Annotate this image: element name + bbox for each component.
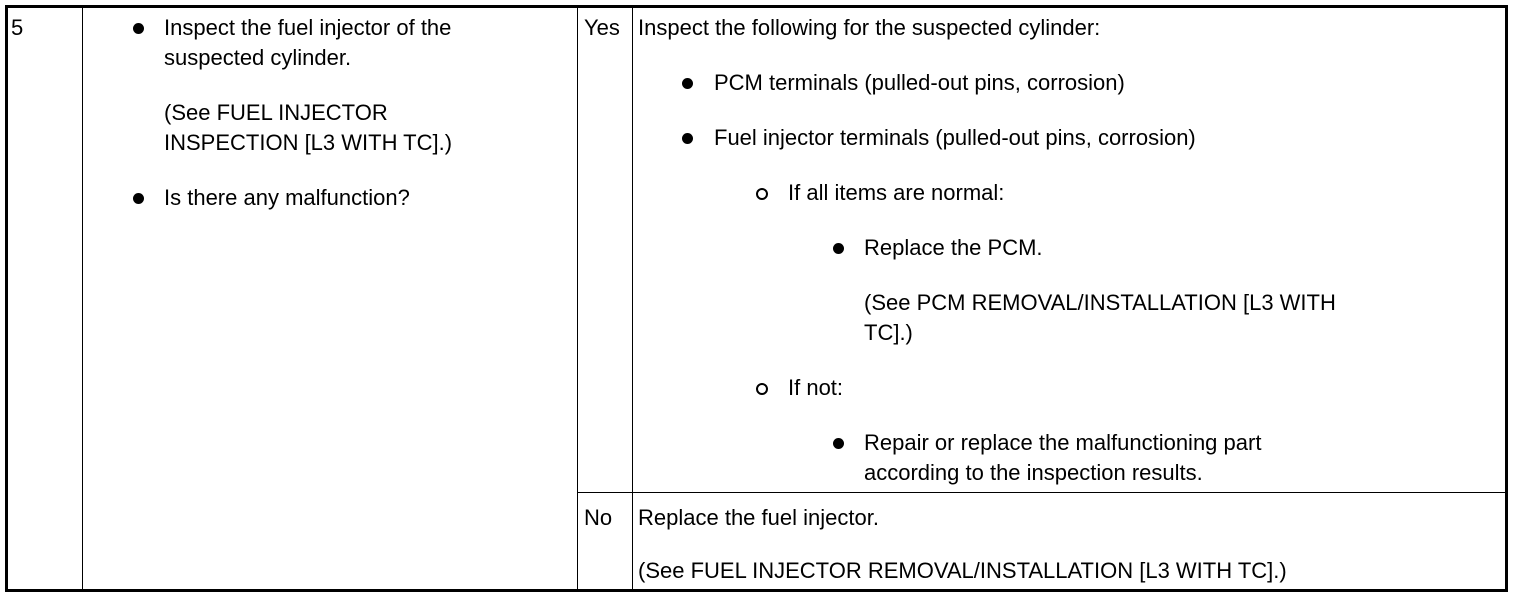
no-action: Replace the fuel injector.	[638, 505, 879, 530]
yes-not-bullet	[756, 383, 768, 395]
yes-check-bullet-1	[682, 78, 693, 89]
yes-normal-action: Replace the PCM.	[864, 235, 1043, 260]
yes-not-action-line-1: Repair or replace the malfunctioning part	[864, 430, 1262, 455]
procedure-reference-line-2: INSPECTION [L3 WITH TC].)	[164, 130, 453, 155]
procedure-bullet-2	[133, 193, 144, 204]
yes-label: Yes	[584, 15, 620, 40]
divider-result-column	[632, 8, 633, 589]
procedure-item-1-line-2: suspected cylinder.	[164, 45, 352, 70]
yes-check-bullet-2	[682, 133, 693, 144]
yes-normal-bullet	[756, 188, 768, 200]
procedure-item-1-line-1: Inspect the fuel injector of the	[164, 15, 452, 40]
yes-check-1: PCM terminals (pulled-out pins, corrosion)	[714, 70, 1125, 95]
procedure-bullet-1	[133, 23, 144, 34]
procedure-reference-line-1: (See FUEL INJECTOR	[164, 100, 388, 125]
divider-yes-no	[578, 492, 1505, 493]
divider-step-column	[82, 8, 83, 589]
yes-not-action-line-2: according to the inspection results.	[864, 460, 1203, 485]
procedure-item-2: Is there any malfunction?	[164, 185, 410, 210]
yes-not-action-bullet	[833, 438, 844, 449]
yes-check-2: Fuel injector terminals (pulled-out pins, corrosion)	[714, 125, 1196, 150]
yes-normal-label: If all items are normal:	[788, 180, 1005, 205]
step-number: 5	[11, 15, 24, 40]
no-label: No	[584, 505, 613, 530]
yes-intro: Inspect the following for the suspected cylinder:	[638, 15, 1101, 40]
yes-normal-reference-line-1: (See PCM REMOVAL/INSTALLATION [L3 WITH	[864, 290, 1336, 315]
divider-procedure-column	[577, 8, 578, 589]
yes-not-label: If not:	[788, 375, 844, 400]
yes-normal-reference-line-2: TC].)	[864, 320, 913, 345]
no-reference: (See FUEL INJECTOR REMOVAL/INSTALLATION [L3 WITH TC].)	[638, 558, 1287, 583]
yes-normal-action-bullet	[833, 243, 844, 254]
